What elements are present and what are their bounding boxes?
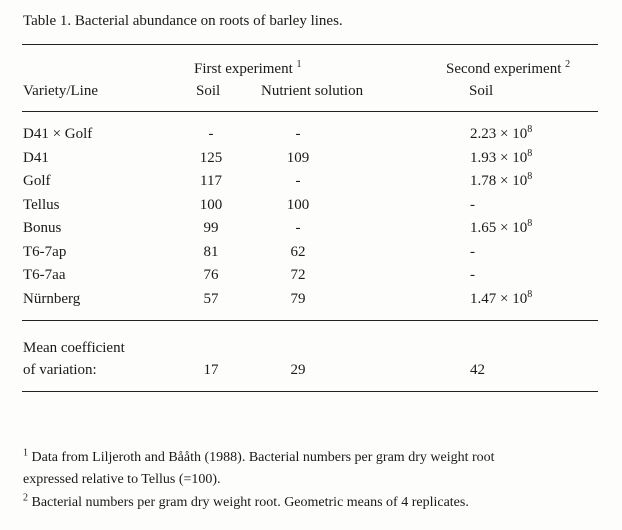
row-nutrient: - [295, 126, 301, 142]
row-exp2-value: - [470, 196, 475, 213]
row-name: Bonus [23, 220, 62, 236]
row-soil: - [208, 126, 214, 142]
row-exp2 [470, 219, 532, 237]
footnote-1-cont: expressed relative to Tellus (=100). [23, 472, 221, 487]
row-name: T6-7aa [23, 267, 66, 283]
row-exp2-value: - [470, 243, 475, 260]
header-first-experiment: First experiment $^1$ [194, 59, 302, 77]
row-exp2-value: 1.93 × 10 [470, 149, 528, 166]
row-exp2-value: 2.23 × 10 [470, 126, 528, 142]
mean-nutrient: 29 [290, 362, 306, 378]
row-exp2-value: 1.65 × 10 [470, 220, 528, 236]
row-exp2-exponent: 8 [527, 147, 533, 159]
row-exp2 [470, 172, 532, 190]
row-soil: 125 [199, 149, 223, 166]
row-soil: 76 [203, 267, 219, 283]
row-name: Golf [23, 173, 51, 189]
row-exp2-exponent: 8 [527, 171, 533, 182]
row-name: D41 × Golf [23, 126, 93, 142]
header-nutrient: Nutrient solution [261, 83, 364, 99]
row-nutrient: 79 [290, 290, 306, 307]
mean-label-line1: Mean coefficient [23, 340, 125, 356]
header-variety: Variety/Line [23, 83, 98, 99]
row-exp2-exponent: 8 [527, 218, 533, 229]
row-nutrient: 109 [286, 149, 310, 166]
mean-exp2: 42 [470, 362, 485, 378]
row-exp2-value: - [470, 267, 475, 283]
top-rule [22, 44, 598, 45]
header-second-experiment: Second experiment $^2$ [446, 59, 571, 77]
row-exp2 [470, 196, 475, 214]
bottom-rule [22, 391, 598, 392]
row-nutrient: - [295, 173, 301, 189]
header-soil: Soil [196, 83, 221, 99]
table-caption: Table 1. Bacterial abundance on roots of barley lines. [23, 13, 343, 29]
mean-soil: 17 [203, 362, 219, 378]
row-soil: 117 [200, 173, 222, 189]
row-exp2 [470, 266, 475, 284]
row-exp2-exponent: 8 [527, 124, 533, 135]
row-exp2 [470, 243, 475, 261]
row-nutrient: 100 [286, 196, 310, 213]
row-exp2-value: 1.47 × 10 [470, 290, 528, 307]
row-soil: 57 [203, 290, 219, 307]
row-name: Tellus [23, 196, 60, 213]
row-exp2 [470, 290, 532, 308]
row-nutrient: - [295, 220, 301, 236]
row-nutrient: 62 [290, 243, 306, 260]
row-name: Nürnberg [23, 290, 81, 307]
row-nutrient: 72 [290, 267, 306, 283]
row-exp2-exponent: 8 [527, 288, 533, 300]
row-soil: 99 [203, 220, 219, 236]
header-soil-second: Soil [469, 83, 494, 99]
row-soil: 81 [203, 243, 219, 260]
footnote-2: $^2$ Bacterial numbers per gram dry weight root. Geometric means of 4 replicates. [23, 492, 469, 510]
header-rule [22, 111, 598, 112]
body-rule [22, 320, 598, 321]
row-exp2 [470, 125, 532, 143]
row-exp2 [470, 149, 532, 167]
mean-label-line2: of variation: [23, 362, 97, 378]
row-exp2-value: 1.78 × 10 [470, 173, 528, 189]
row-name: T6-7ap [23, 243, 67, 260]
row-name: D41 [23, 149, 49, 166]
row-soil: 100 [199, 196, 223, 213]
footnote-1: $^1$ Data from Liljeroth and Bååth (1988). Bacterial numbers per gram dry weight root [23, 447, 495, 465]
